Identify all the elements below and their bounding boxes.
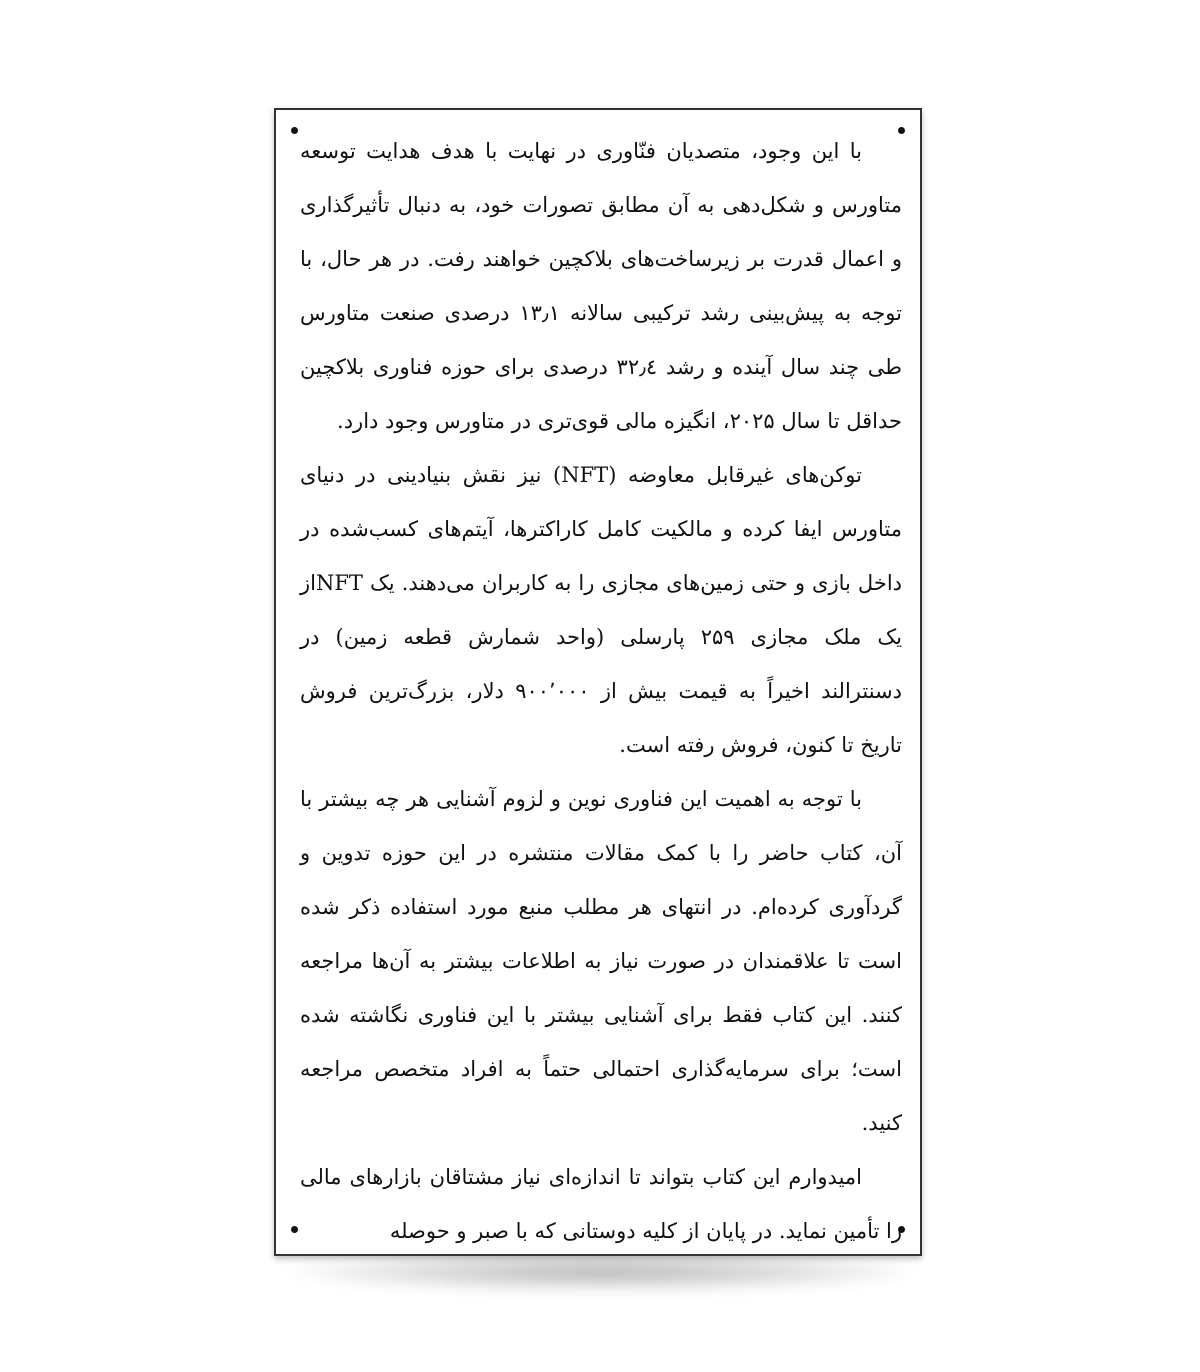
pin-bottom-left-icon <box>291 1226 298 1233</box>
pin-top-left-icon <box>291 127 298 134</box>
paragraph-1: با این وجود، متصدیان فنّاوری در نهایت با هدف هدایت توسعه متاورس و شکل‌دهی به آن مطابق تصورات خود، به دنبال تأثیرگذاری و اعمال قدرت بر زیرساخت‌های بلاکچین خواهند رفت. در هر حال، با توجه به پیش‌بینی رشد ترکیبی سالانه ۱۳٫۱ درصدی صنعت متاورس طی چند سال آینده و رشد ۳۲٫٤ درصدی برای حوزه فناوری بلاکچین حداقل تا سال ۲۰۲۵، انگیزه مالی قوی‌تری در متاورس وجود دارد. <box>300 139 902 433</box>
paragraph-3: با توجه به اهمیت این فناوری نوین و لزوم آشنایی هر چه بیشتر با آن، کتاب حاضر را با کمک مقالات منتشره در این حوزه تدوین و گردآوری کرده‌ام. در انتهای هر مطلب منبع مورد استفاده ذکر شده است تا علاقمندان در صورت نیاز به اطلاعات بیشتر به آن‌ها مراجعه کنند. این کتاب فقط برای آشنایی بیشتر با این فناوری نگاشته شده است؛ برای سرمایه‌گذاری احتمالی حتماً به افراد متخصص مراجعه کنید. <box>300 787 902 1135</box>
document-panel <box>274 108 922 1256</box>
paragraph-4: امیدوارم این کتاب بتواند تا اندازه‌ای نیاز مشتاقان بازارهای مالی را تأمین نماید. در پایان از کلیه دوستانی که با صبر و حوصله <box>300 1165 902 1243</box>
paragraph-2: توکن‌های غیرقابل معاوضه (NFT) نیز نقش بنیادینی در دنیای متاورس ایفا کرده و مالکیت کامل کاراکترها، آیتم‌های کسب‌شده در داخل بازی و حتی زمین‌های مجازی را به کاربران می‌دهند. یک NFTاز یک ملک مجازی ۲۵۹ پارسلی (واحد شمارش قطعه زمین) در دسنترالند اخیراً به قیمت بیش از ۹۰۰٬۰۰۰ دلار، بزرگ‌ترین فروش تاریخ تا کنون، فروش رفته است. <box>300 463 903 757</box>
panel-shadow <box>292 1252 912 1292</box>
document-text <box>300 124 902 1258</box>
